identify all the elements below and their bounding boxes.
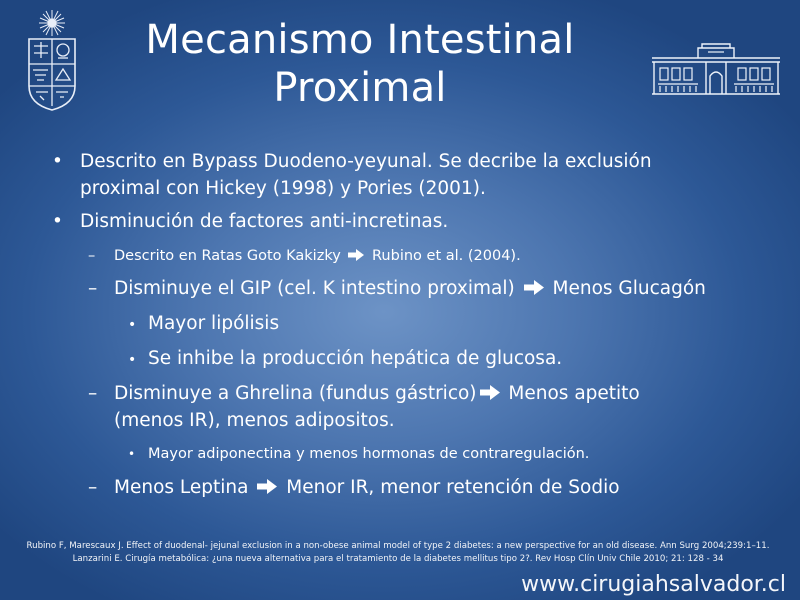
dash-marker: – <box>88 248 96 264</box>
reference-1: Rubino F, Marescaux J. Effect of duodenal- jejunal exclusion in a non-obese animal model of type 2 diabetes: a new perspective for an old disease. Ann Surg 2004;239:1–11. <box>26 541 770 551</box>
sub-item-3-part-a: Disminuye a Ghrelina (fundus gástrico) <box>114 383 477 404</box>
dash-marker: – <box>88 383 98 404</box>
sub-item-1 <box>114 246 714 266</box>
dash-marker: – <box>88 278 98 299</box>
website-url: www.cirugiahsalvador.cl <box>521 572 786 597</box>
sub-item-1-part-b: Rubino et al. (2004). <box>372 248 521 264</box>
sub-item-3-part-b: Menos apetito (menos IR), menos adipositos. <box>114 383 640 431</box>
arrow-right-icon <box>256 478 278 495</box>
sub-item-3 <box>114 380 714 434</box>
sub-sub-item-1: Mayor lipólisis <box>148 313 280 334</box>
sub-item-4-part-a: Menos Leptina <box>114 477 249 498</box>
sub-sub-item-3: Mayor adiponectina y menos hormonas de contraregulación. <box>148 446 590 462</box>
arrow-right-icon <box>523 279 545 296</box>
sub-item-2 <box>114 275 774 302</box>
bullet-marker: • <box>128 317 137 333</box>
references <box>18 540 778 565</box>
sub-item-2-part-a: Disminuye el GIP (cel. K intestino proximal) <box>114 278 515 299</box>
dash-marker: – <box>88 477 98 498</box>
arrow-right-icon <box>479 384 501 401</box>
sub-item-1-part-a: Descrito en Ratas Goto Kakizky <box>114 248 341 264</box>
sub-item-4-part-b: Menor IR, menor retención de Sodio <box>286 477 620 498</box>
bullet-2-text: Disminución de factores anti-incretinas. <box>80 211 449 232</box>
bullet-marker: • <box>52 211 63 232</box>
title-line-1: Mecanismo Intestinal <box>145 17 575 63</box>
bullet-1-text: Descrito en Bypass Duodeno-yeyunal. Se decribe la exclusión proximal con Hickey (1998) y Pories (2001). <box>80 151 652 199</box>
sub-item-2-part-b: Menos Glucagón <box>552 278 706 299</box>
bullet-marker: • <box>52 151 63 172</box>
bullet-marker: • <box>128 447 136 461</box>
sub-item-4 <box>114 474 734 501</box>
title-line-2: Proximal <box>273 65 447 111</box>
arrow-right-icon <box>347 248 365 262</box>
bullet-marker: • <box>128 352 137 368</box>
reference-2: Lanzarini E. Cirugía metabólica: ¿una nueva alternativa para el tratamiento de la diabetes mellitus tipo 2?. Rev Hosp Clín Univ Chile 2010; 21: 128 - 34 <box>72 553 724 564</box>
sub-sub-item-2: Se inhibe la producción hepática de glucosa. <box>148 348 563 369</box>
